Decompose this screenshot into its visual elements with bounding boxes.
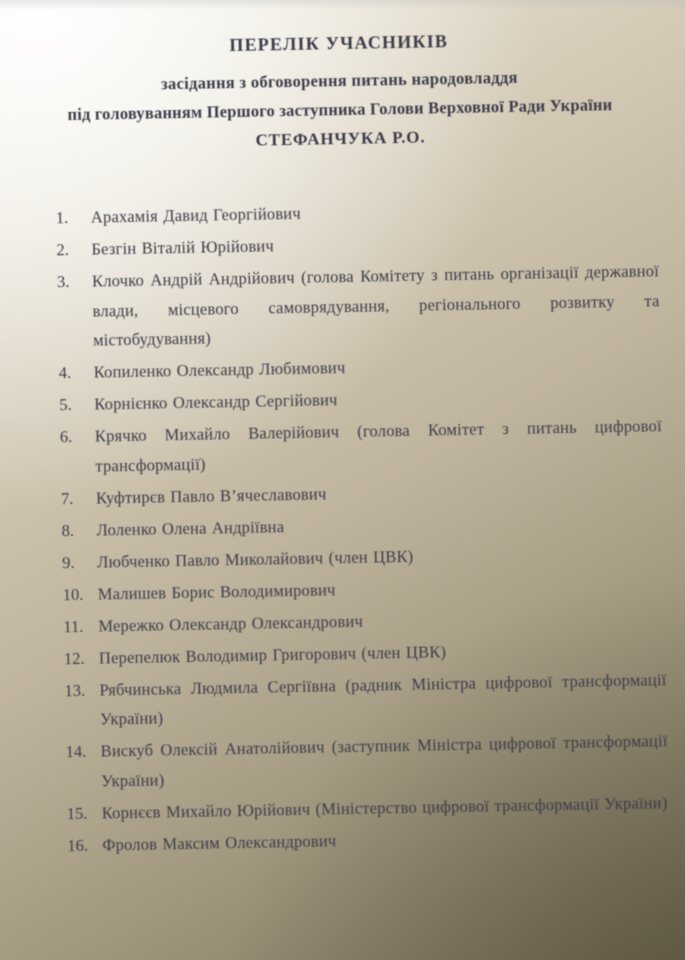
document-subtitle-chair: під головуванням Першого заступника Голови Верховної Ради України [67,95,613,125]
participant-number: 8. [61,520,75,540]
participant-number: 6. [59,427,73,447]
participant-name: Куфтирєв Павло В’ячеславович [95,483,327,508]
participant-number: 15. [66,803,88,823]
participant-number: 5. [59,395,72,415]
document-subtitle-meeting: засідання з обговорення питань народовладдя [160,67,518,94]
participant-number: 13. [64,680,86,700]
participant-number: 11. [63,616,84,636]
participant-name: Корнєєв Михайло Юрійович (Міністерство цифрової трансформації України) [101,792,668,823]
participant-number: 16. [67,835,89,855]
participant-name: Копиленко Олександр Любимович [93,358,346,382]
participant-number: 3. [56,272,70,292]
participant-number: 14. [65,741,87,762]
participant-name: Фролов Максим Олександрович [102,830,337,855]
chairman-name: СТЕФАНЧУКА Р.О. [255,127,426,150]
participant-number: 7. [60,488,74,508]
document-header [25,26,655,155]
participant-name: Безгін Віталій Юрійович [91,236,275,259]
participant-row [57,256,661,356]
participant-name: Крячко Михайло Валерійович (голова Комітет з питань цифрової трансформації) [94,416,662,476]
document-page [24,18,667,863]
participant-number: 12. [63,648,85,668]
page-title: ПЕРЕЛІК УЧАСНИКІВ [229,31,449,56]
participant-number: 10. [62,584,84,604]
participant-name: Рябчинська Людмила Сергіївна (радник Міністра цифрової трансформації України) [99,669,667,729]
participant-row [64,665,667,735]
participant-number: 2. [56,240,69,260]
participant-row [60,411,663,481]
participant-name: Малишев Борис Володимирович [97,579,336,604]
participant-name: Мережко Олександр Олександрович [98,611,364,636]
participant-number: 1. [55,208,69,228]
participant-row [65,726,668,796]
participant-name: Любченко Павло Миколайович (член ЦВК) [96,546,414,572]
participant-number: 9. [62,552,75,572]
participant-name: Корнієнко Олександр Сергійович [94,390,338,414]
participants-list [56,192,670,860]
participant-name: Арахамія Давид Георгійович [90,203,301,227]
participant-number: 4. [58,363,72,383]
participant-name: Вискуб Олексій Анатолійович (заступник Міністра цифрової трансформації України) [100,731,668,791]
participant-name: Перепелюк Володимир Григорович (член ЦВК) [98,641,447,668]
participant-name: Лоленко Олена Андріївна [96,516,285,540]
participant-name: Клочко Андрій Андрійович (голова Комітету з питань організації державної влади, місцевого самоврядування, регіонального розвитку та містобудування) [91,261,660,350]
